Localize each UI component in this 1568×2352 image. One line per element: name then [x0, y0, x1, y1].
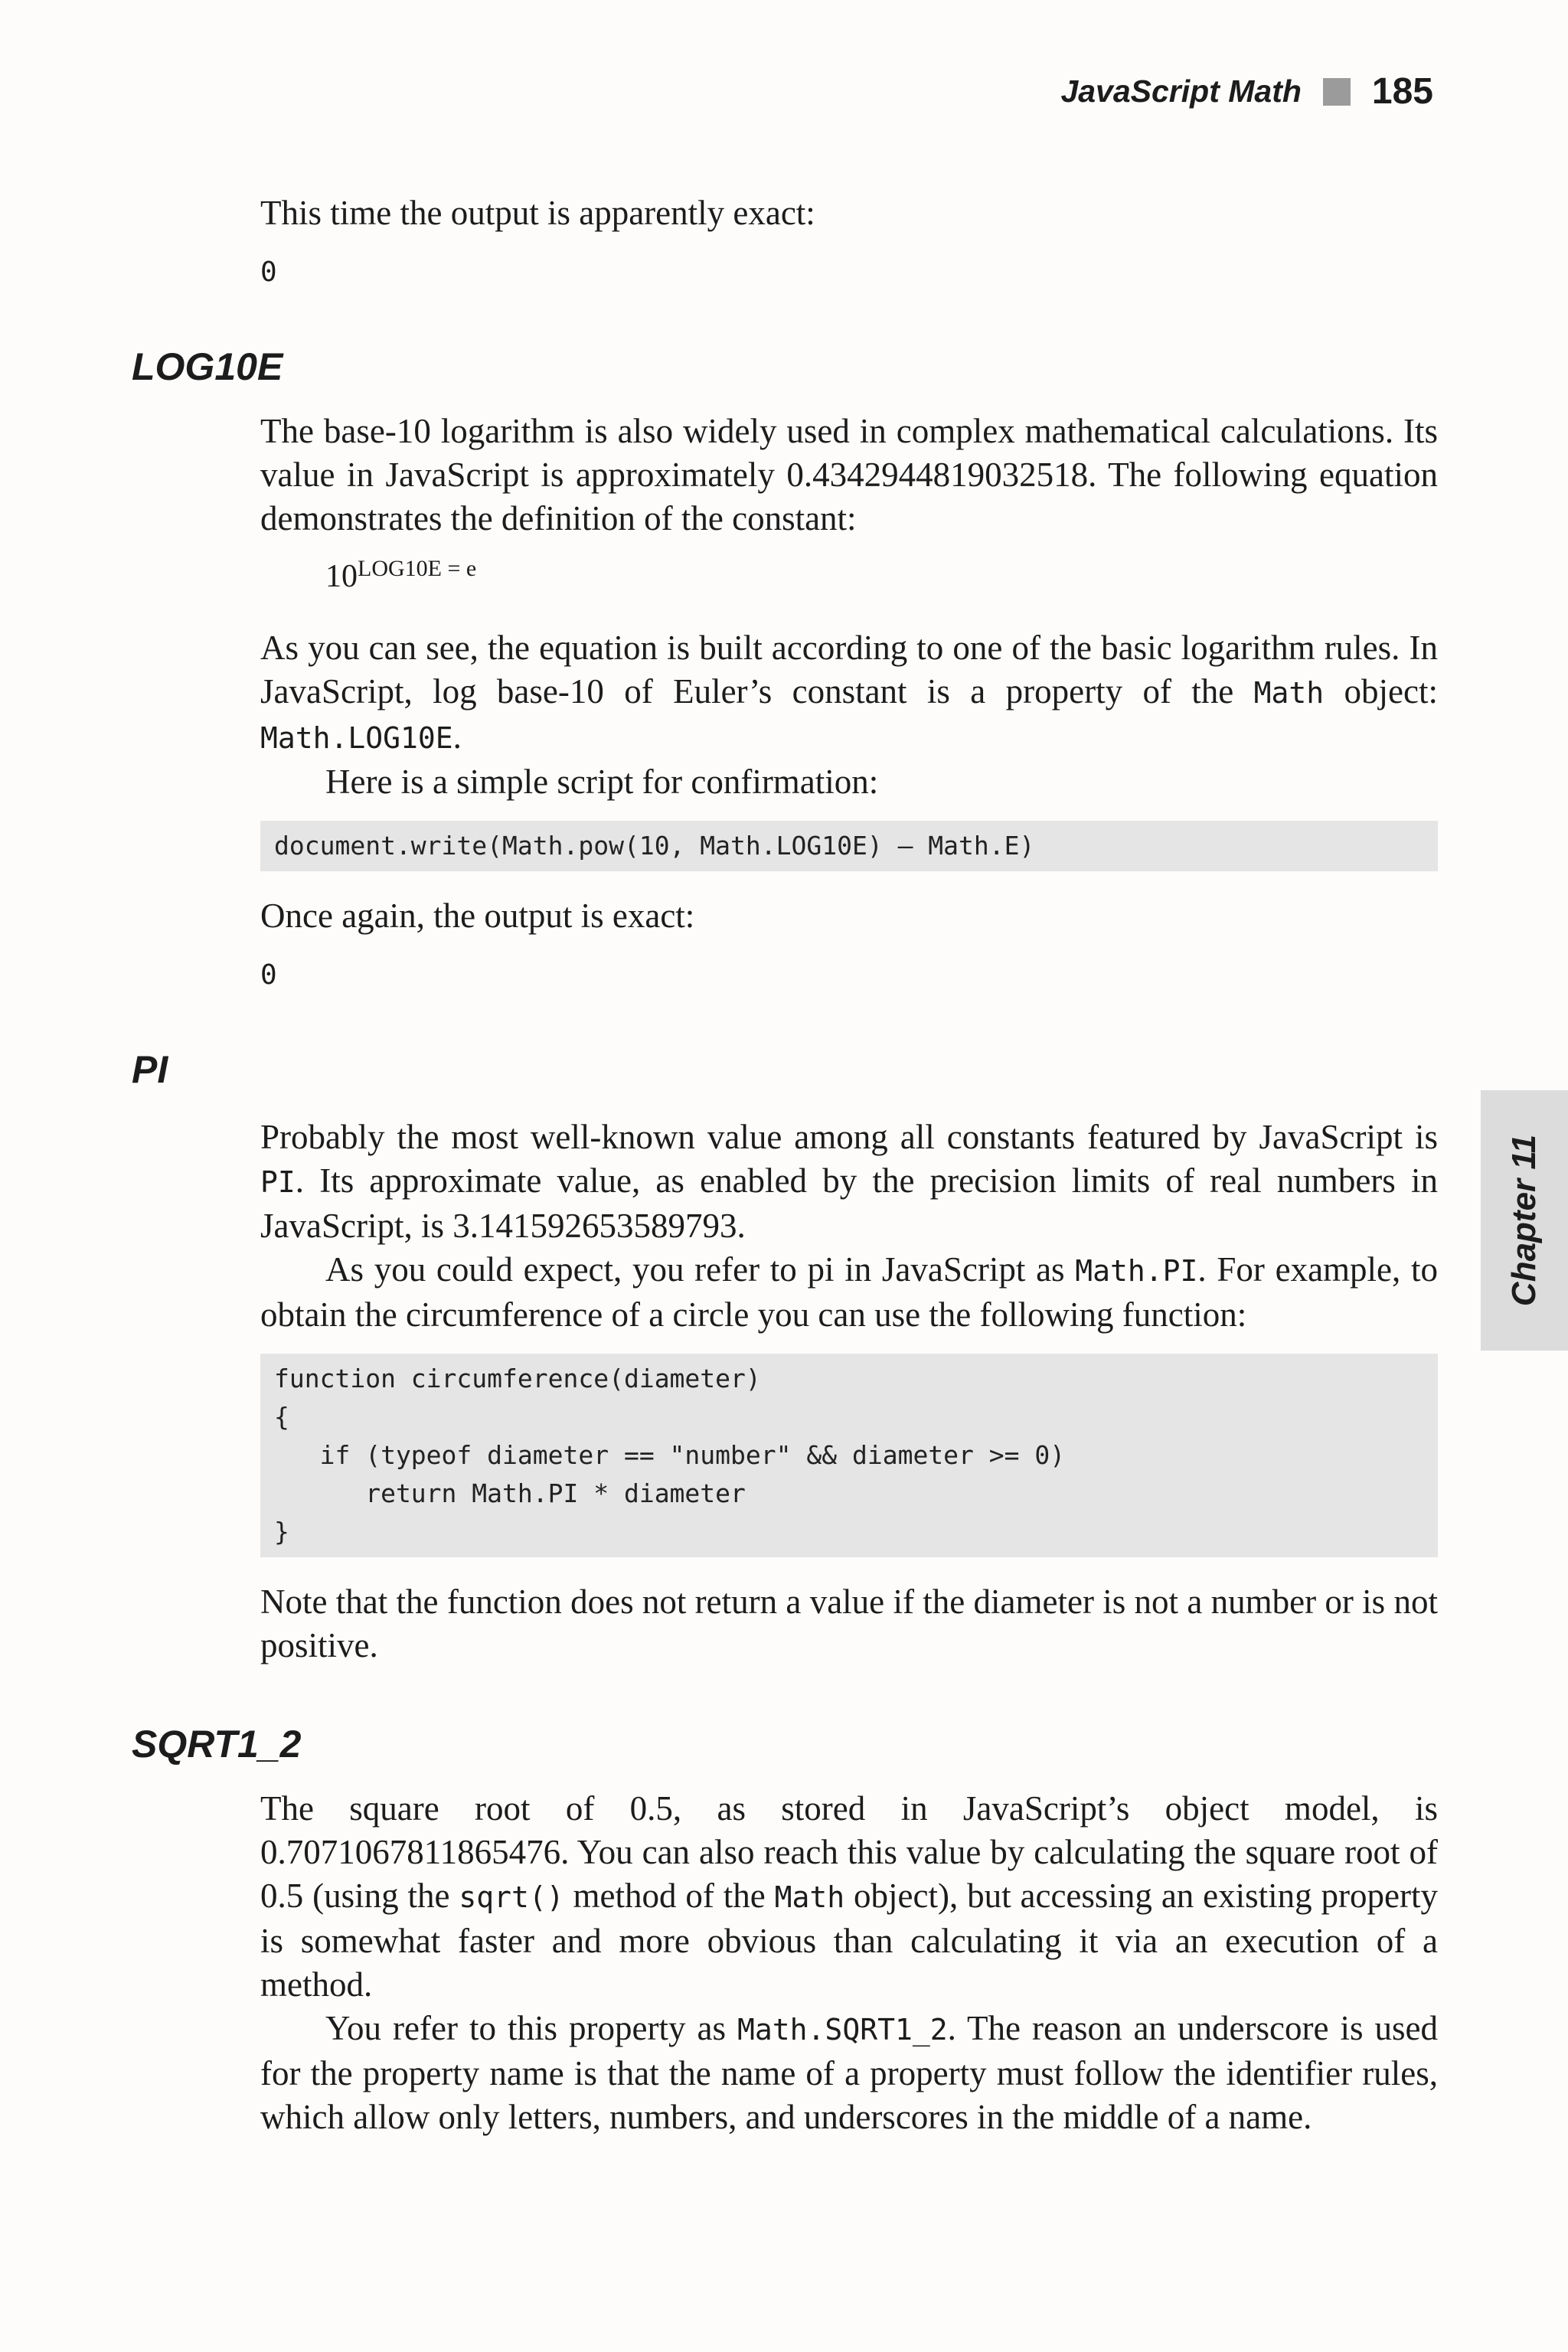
- text-run: The square root of 0.5, as stored in JavaScript’s object model, is 0.7071067811865476. You can also reach this value by calculating the square root of 0.5 (using the: [260, 1789, 1438, 1915]
- text-run: You refer to this property as: [325, 2009, 738, 2047]
- text-run: Probably the most well-known value among all constants featured by JavaScript is: [260, 1118, 1438, 1156]
- inline-code: Math.SQRT1_2: [737, 2013, 948, 2047]
- chapter-tab-label: Chapter 11: [1505, 1134, 1543, 1307]
- text-run: object), but accessing an existing property is somewhat faster and more obvious than calculating it via an execution of a method.: [260, 1877, 1438, 2004]
- intro-paragraph: This time the output is apparently exact:: [260, 194, 815, 232]
- text-run: As you can see, the equation is built according to one of the basic logarithm rules. In JavaScript, log base-10 of Euler’s constant is a property of the: [260, 629, 1438, 710]
- log10e-paragraph-3: Here is a simple script for confirmation:: [325, 763, 879, 801]
- header-square-icon: [1323, 78, 1351, 106]
- inline-code: PI: [260, 1165, 296, 1199]
- inline-code: Math.PI: [1075, 1254, 1198, 1288]
- intro-output: 0: [260, 256, 277, 288]
- equation-exponent: [358, 556, 476, 581]
- running-header: [1060, 70, 1433, 113]
- inline-code: Math: [774, 1880, 845, 1914]
- sqrt-paragraph-2: [260, 2007, 1438, 2139]
- pi-paragraph-3: Note that the function does not return a value if the diameter is not a number or is not positive.: [260, 1583, 1438, 1664]
- text-run: . Its approximate value, as enabled by the precision limits of real numbers in JavaScript, is 3.141592653589793.: [260, 1161, 1438, 1245]
- inline-code: Math.LOG10E: [260, 721, 453, 755]
- log10e-code-block: document.write(Math.pow(10, Math.LOG10E) – Math.E): [260, 821, 1438, 871]
- sqrt-paragraph-1: [260, 1787, 1438, 2007]
- equation-base: 10: [325, 559, 358, 594]
- pi-paragraph-2: [260, 1248, 1438, 1337]
- heading-log10e: LOG10E: [132, 345, 283, 388]
- text-run: object:: [1324, 672, 1438, 710]
- log10e-output: 0: [260, 959, 277, 991]
- text-run: method of the: [564, 1877, 775, 1915]
- text-run: .: [452, 717, 462, 756]
- log10e-paragraph-2: [260, 626, 1438, 760]
- text-run: As you could expect, you refer to pi in JavaScript as: [325, 1250, 1076, 1289]
- heading-sqrt1-2: SQRT1_2: [132, 1723, 302, 1766]
- equation-exponent-text: LOG10E: [358, 556, 442, 581]
- text-run: . The reason an underscore is used for the property name is that the name of a property must follow the identifier rules, which allow only letters, numbers, and underscores in the middle of a name.: [260, 2009, 1438, 2136]
- pi-code-block: function circumference(diameter) { if (typeof diameter == "number" && diameter >= 0) return Math.PI * diameter }: [260, 1354, 1438, 1557]
- chapter-tab: [1481, 1090, 1568, 1351]
- inline-code: sqrt(): [459, 1880, 564, 1914]
- page-number: 185: [1371, 71, 1433, 112]
- heading-pi: PI: [132, 1048, 168, 1091]
- page-body: [132, 191, 1438, 2139]
- text-run: . For example, to obtain the circumference of a circle you can use the following function:: [260, 1250, 1438, 1334]
- inline-code: Math: [1253, 676, 1325, 710]
- log10e-paragraph-1: The base-10 logarithm is also widely used in complex mathematical calculations. Its value in JavaScript is approximately 0.4342944819032518. The following equation demonstrates the definition of the constant:: [260, 412, 1438, 537]
- equation-rest: = e: [441, 556, 477, 581]
- log10e-paragraph-4: Once again, the output is exact:: [260, 897, 695, 935]
- log10e-equation: [325, 550, 1438, 596]
- header-section-title: JavaScript Math: [1060, 74, 1302, 109]
- pi-paragraph-1: [260, 1116, 1438, 1248]
